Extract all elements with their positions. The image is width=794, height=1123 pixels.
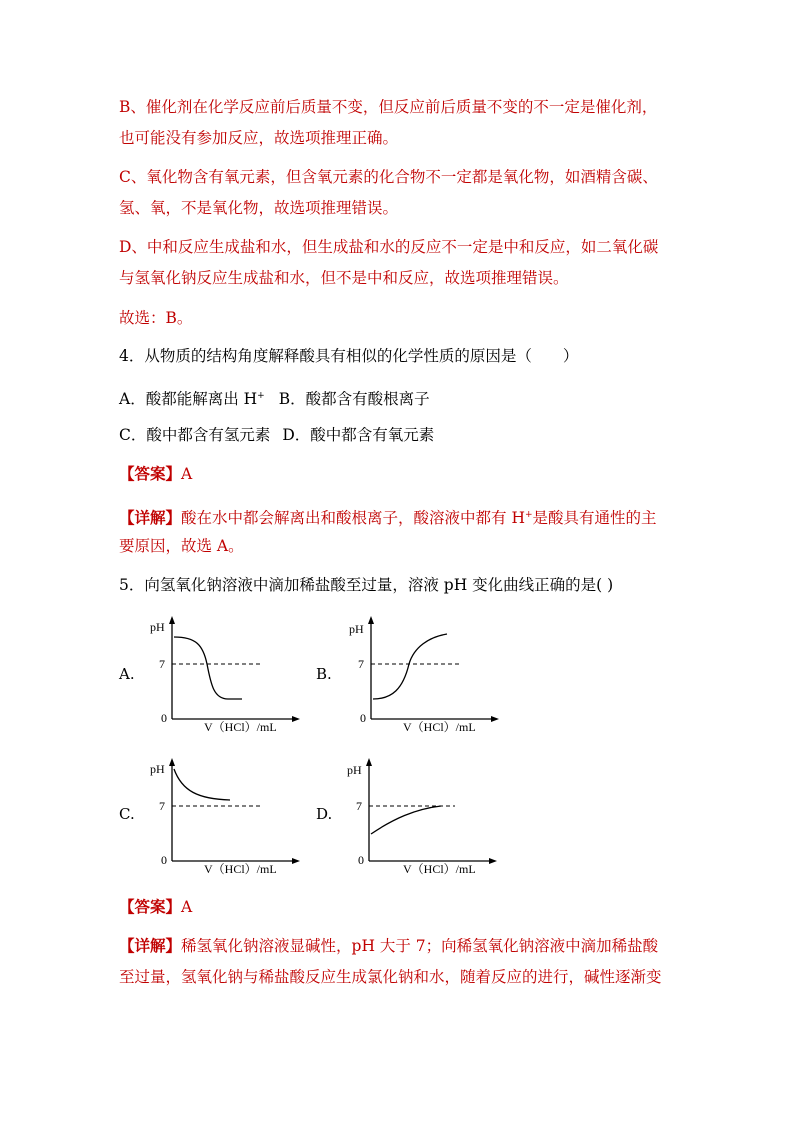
origin: 0	[161, 853, 167, 867]
graph-c	[148, 757, 318, 887]
q4-stem: 4．从物质的结构角度解释酸具有相似的化学性质的原因是（ ）	[119, 347, 579, 365]
ph7-tick: 7	[356, 799, 362, 813]
ph-curve	[373, 634, 447, 699]
graph-a	[148, 615, 318, 745]
q4-option-c: C．酸中都含有氢元素	[119, 426, 271, 444]
x-axis-arrow-icon	[292, 858, 300, 864]
q4-detail-line1: 【详解】酸在水中都会解离出和酸根离子，酸溶液中都有 H+是酸具有通性的主	[119, 508, 657, 527]
ylabel: pH	[150, 762, 165, 776]
graph-b	[347, 615, 517, 745]
xlabel: V（HCl）/mL	[403, 862, 476, 876]
ph7-tick: 7	[159, 799, 165, 813]
ylabel: pH	[150, 620, 165, 634]
ph7-tick: 7	[159, 657, 165, 671]
origin: 0	[360, 711, 366, 725]
x-axis-arrow-icon	[489, 858, 497, 864]
y-axis-arrow-icon	[368, 616, 374, 624]
ph7-tick: 7	[358, 657, 364, 671]
q4-answer	[119, 464, 192, 484]
ph-curve	[174, 637, 242, 699]
answer-tag: 【答案】	[119, 897, 182, 916]
explanation-b-line2: 也可能没有参加反应，故选项推理正确。	[119, 129, 399, 147]
explanation-b-line1: B、催化剂在化学反应前后质量不变，但反应前后质量不变的不一定是催化剂，	[119, 98, 658, 116]
graph-b-label: B.	[316, 665, 332, 683]
q5-answer	[119, 897, 192, 917]
q5-detail-line1: 【详解】稀氢氧化钠溶液显碱性，pH 大于 7；向稀氢氧化钠溶液中滴加稀盐酸	[119, 936, 659, 955]
graph-c-label: C.	[119, 805, 135, 823]
x-axis-arrow-icon	[491, 716, 499, 722]
ph-curve	[174, 769, 230, 800]
xlabel: V（HCl）/mL	[403, 720, 476, 734]
explanation-d-line2: 与氢氧化钠反应生成盐和水，但不是中和反应，故选项推理错误。	[119, 269, 569, 287]
origin: 0	[358, 853, 364, 867]
xlabel: V（HCl）/mL	[204, 862, 277, 876]
q4-detail-line2: 要原因，故选 A。	[119, 537, 244, 555]
answer-value: A	[181, 465, 193, 483]
q5-stem: 5．向氢氧化钠溶液中滴加稀盐酸至过量，溶液 pH 变化曲线正确的是( )	[119, 576, 614, 594]
graph-d	[345, 757, 515, 887]
q4-option-d: D．酸中都含有氧元素	[282, 426, 435, 444]
graph-d-label: D.	[316, 805, 333, 823]
detail-tag: 【详解】	[119, 508, 182, 527]
origin: 0	[161, 711, 167, 725]
answer-value: A	[181, 898, 193, 916]
ylabel: pH	[349, 622, 364, 636]
explanation-conclusion: 故选：B。	[119, 309, 193, 327]
explanation-c-line1: C、氧化物含有氧元素，但含氧元素的化合物不一定都是氧化物，如酒精含碳、	[119, 168, 658, 186]
explanation-c-line2: 氢、氧，不是氧化物，故选项推理错误。	[119, 199, 399, 217]
y-axis-arrow-icon	[366, 758, 372, 766]
detail-tag: 【详解】	[119, 936, 182, 955]
graph-a-label: A.	[119, 665, 135, 683]
y-axis-arrow-icon	[169, 616, 175, 624]
ylabel: pH	[347, 763, 362, 777]
xlabel: V（HCl）/mL	[204, 720, 277, 734]
ph-curve	[371, 806, 441, 834]
q4-options-row2	[119, 425, 434, 445]
q4-option-b: B．酸都含有酸根离子	[278, 390, 430, 408]
answer-tag: 【答案】	[119, 464, 182, 483]
x-axis-arrow-icon	[292, 716, 300, 722]
explanation-d-line1: D、中和反应生成盐和水，但生成盐和水的反应不一定是中和反应，如二氧化碳	[119, 238, 659, 256]
y-axis-arrow-icon	[169, 758, 175, 766]
q4-options-row1	[119, 386, 430, 409]
q4-option-a: A．酸都能解离出 H+	[119, 390, 265, 408]
q5-detail-line2: 至过量，氢氧化钠与稀盐酸反应生成氯化钠和水，随着反应的进行，碱性逐渐变	[119, 968, 662, 986]
